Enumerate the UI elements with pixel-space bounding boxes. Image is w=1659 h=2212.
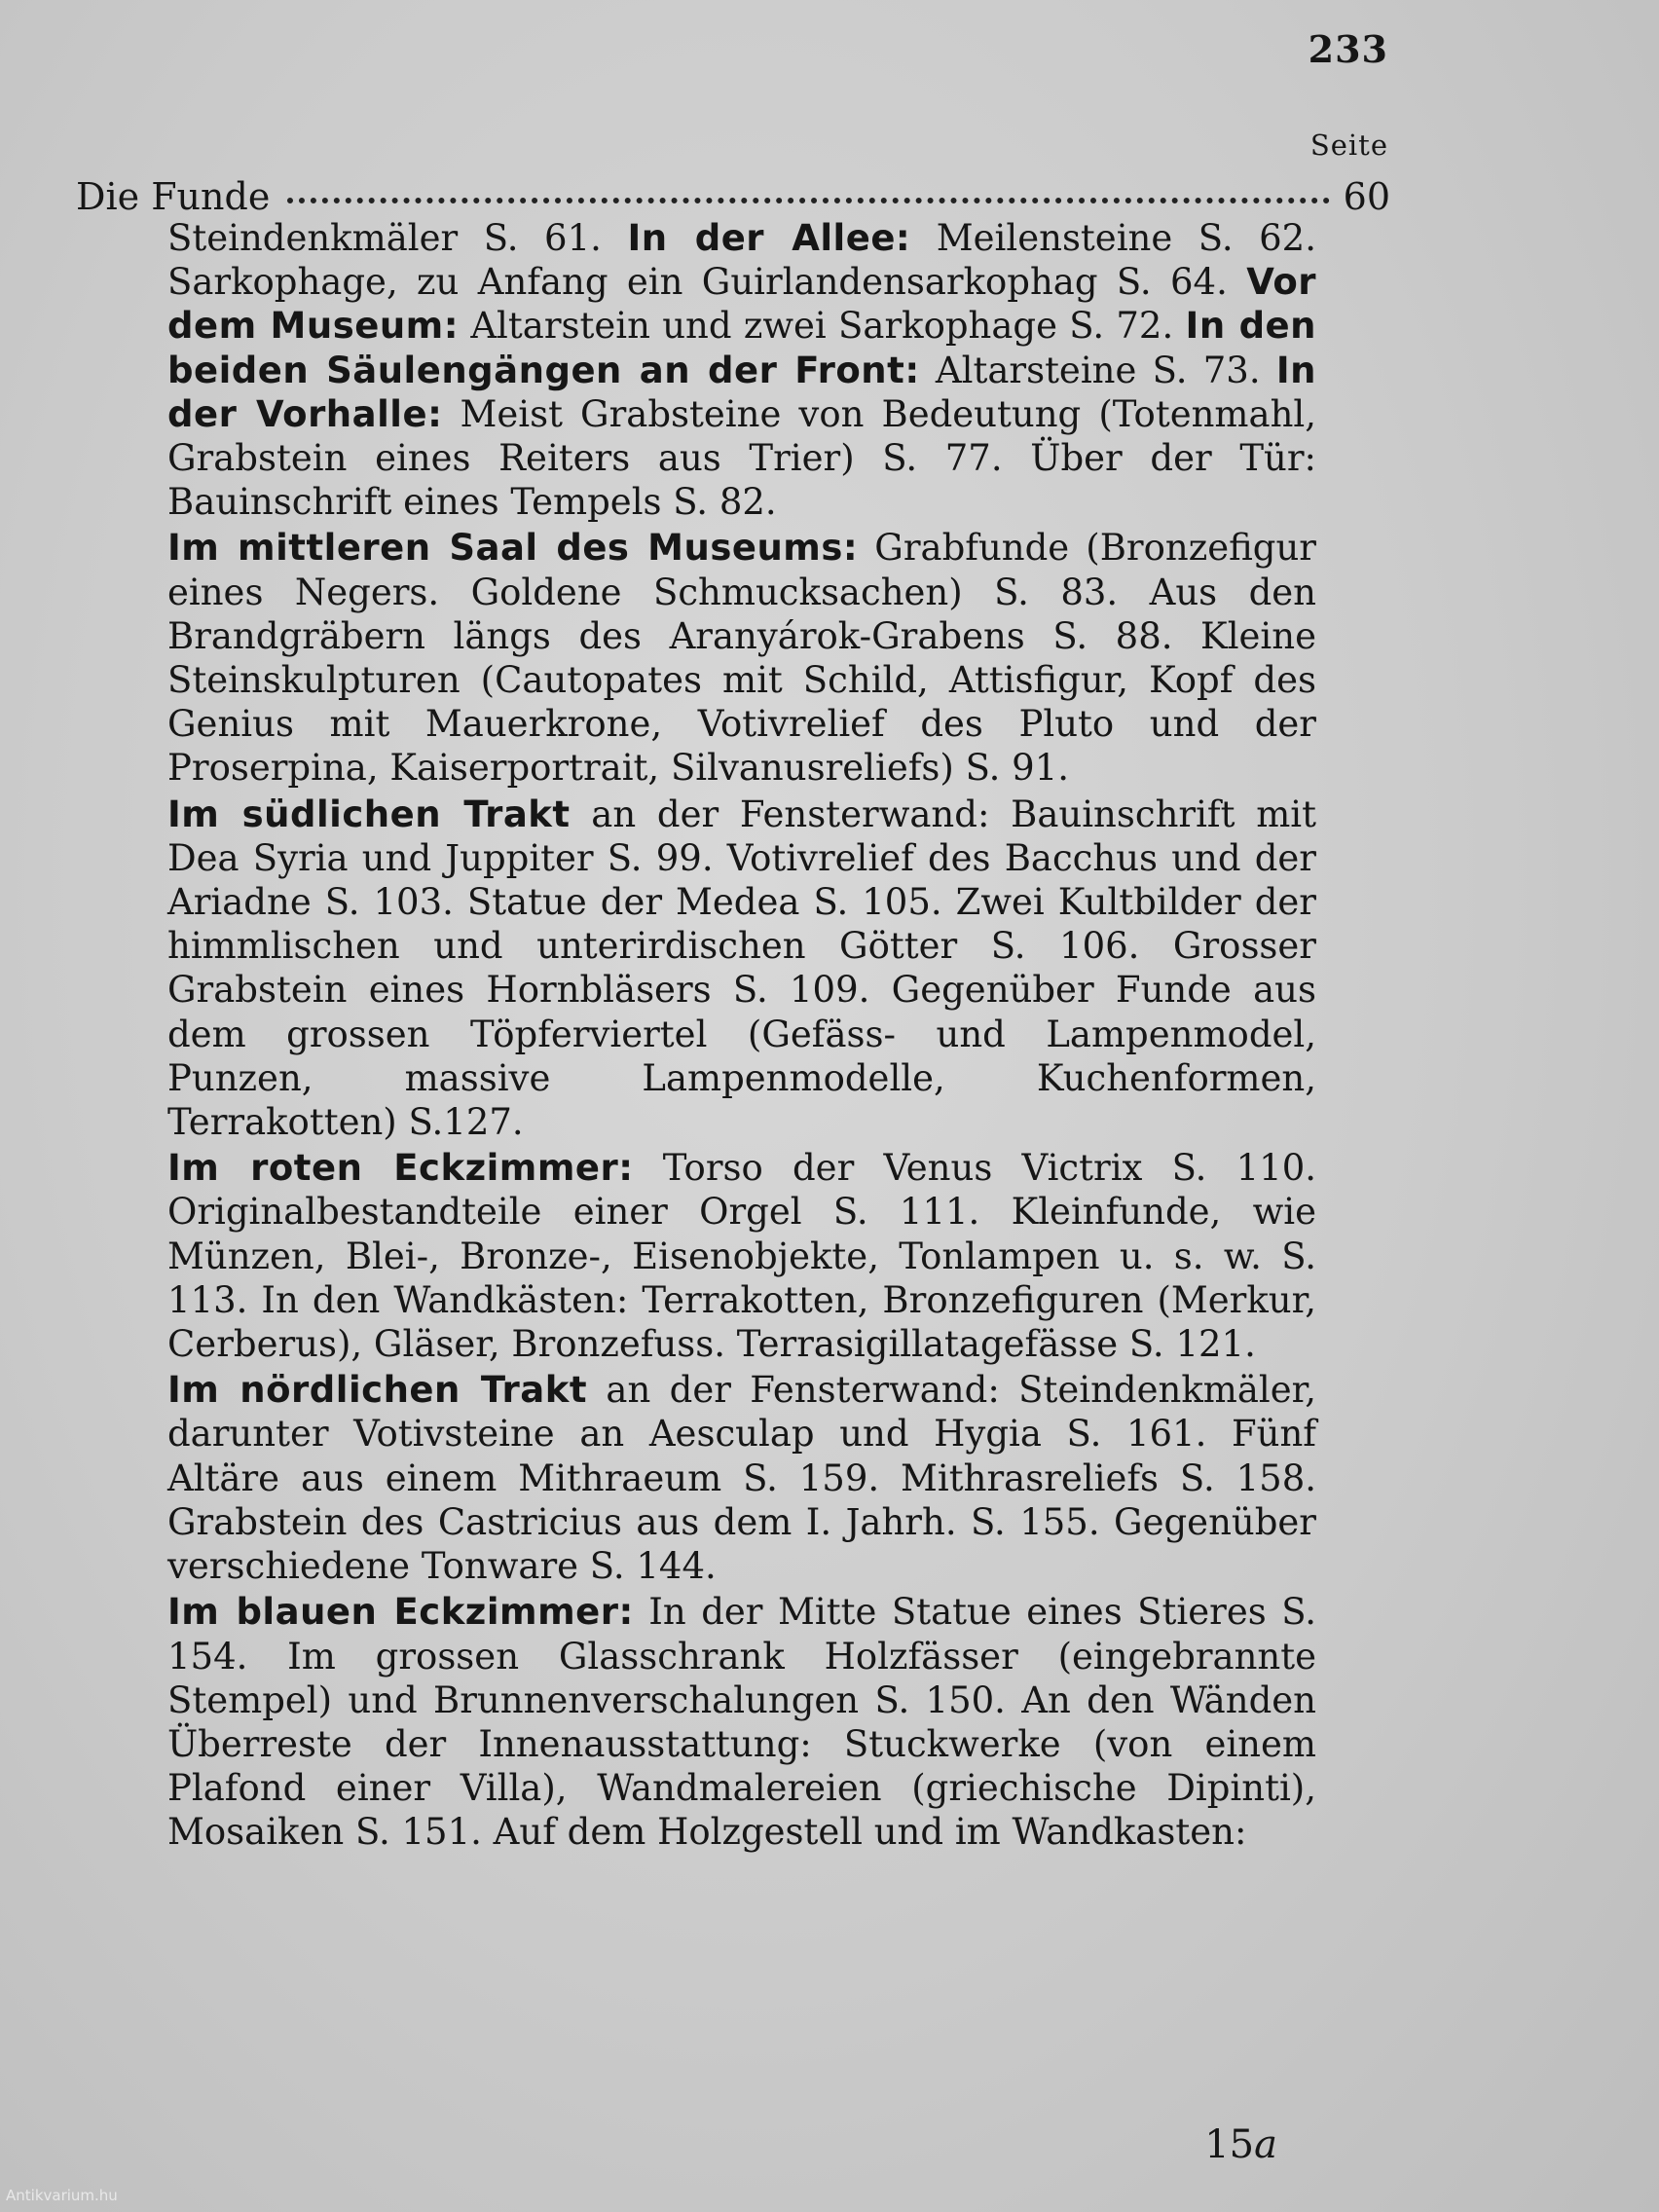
entry-text: Steindenkmäler S. 61. [167,217,628,259]
printer-signature [1204,2122,1277,2167]
seite-column-label: Seite [1309,129,1388,162]
toc-entry-description [167,216,1316,1855]
entry-text: Altarstein und zwei Sarkophage S. 72. [459,305,1186,348]
paragraph-red-corner-room [167,1146,1316,1366]
paragraph-middle-hall [167,526,1316,790]
toc-entry-page: 60 [1343,175,1390,218]
room-heading: Im roten Eckzimmer: [167,1147,634,1190]
room-heading: In der Allee: [627,217,911,259]
signature-letter: a [1254,2122,1277,2167]
entry-text: Meilensteine S. 62. Sarkophage, zu Anfang ein Guirlandensarkophag S. 64. [167,217,1316,304]
entry-text: an der Fensterwand: Bauinschrift mit Dea Syria und Juppiter S. 99. Votivrelief des Bacchus und der Ariadne S. 103. Statue der Medea S. 105. Zwei Kultbilder der himmlischen und unterirdischen Götter S. 106. Grosser Grabstein eines Hornbläsers S. 109. Gegenüber Funde aus dem grossen Töpferviertel (Gefäss- und Lampenmodel, Punzen, massive Lampenmodelle, Kuchenformen, Terrakotten) S.127. [167,793,1316,1144]
room-heading: Im blauen Eckzimmer: [167,1591,634,1634]
entry-text: an der Fensterwand: Steindenkmäler, darunter Votivsteine an Aesculap und Hygia S. 161. Fünf Altäre aus einem Mithraeum S. 159. Mithrasreliefs S. 158. Grabstein des Castricius aus dem I. Jahrh. S. 155. Gegenüber verschiedene Tonware S. 144. [167,1369,1316,1588]
room-heading: Im südlichen Trakt [167,793,571,835]
entry-text: Meist Grabsteine von Bedeutung (Totenmahl, Grabstein eines Reiters aus Trier) S. 77. Über der Tür: Bauinschrift eines Tempels S. 82. [167,392,1316,524]
toc-entry-title: Die Funde [76,175,271,218]
room-heading: In den beiden Säulengängen an der Front: [167,305,1316,391]
entry-text: Torso der Venus Victrix S. 110. Originalbestandteile einer Orgel S. 111. Kleinfunde, wie Münzen, Blei-, Bronze-, Eisenobjekte, Tonlampen u. s. w. S. 113. In den Wandkästen: Terrakotten, Bronzefiguren (Merkur, Cerberus), Gläser, Bronzefuss. Terrasigillatagefässe S. 121. [167,1147,1316,1366]
paragraph-entrance [167,216,1316,524]
room-heading: Im nördlichen Trakt [167,1369,588,1412]
paragraph-north-wing [167,1368,1316,1588]
room-heading: Im mittleren Saal des Museums: [167,527,859,570]
room-heading: In der Vorhalle: [167,349,1316,435]
toc-entry [76,175,1390,218]
entry-text: Altarsteine S. 73. [919,349,1276,391]
page-number: 233 [1308,27,1388,71]
dot-leader [287,198,1329,203]
paragraph-south-wing [167,793,1316,1145]
signature-number: 15 [1204,2122,1255,2167]
watermark: Antikvarium.hu [6,2187,118,2204]
entry-text: In der Mitte Statue eines Stieres S. 154. Im grossen Glasschrank Holzfässer (eingebrannte Stempel) und Brunnenverschalungen S. 150. An den Wänden Überreste der Innenausstattung: Stuckwerke (von einem Plafond einer Villa), Wandmalereien (griechische Dipinti), Mosaiken S. 151. Auf dem Holzgestell und im Wandkasten: [167,1591,1316,1854]
paragraph-blue-corner-room [167,1590,1316,1854]
room-heading: Vor dem Museum: [167,261,1316,348]
entry-text: Grabfunde (Bronzefigur eines Negers. Goldene Schmucksachen) S. 83. Aus den Brandgräbern längs des Aranyárok-Grabens S. 88. Kleine Steinskulpturen (Cautopates mit Schild, Attisfigur, Kopf des Genius mit Mauerkrone, Votivrelief des Pluto und der Proserpina, Kaiserportrait, Silvanusreliefs) S. 91. [167,527,1316,790]
